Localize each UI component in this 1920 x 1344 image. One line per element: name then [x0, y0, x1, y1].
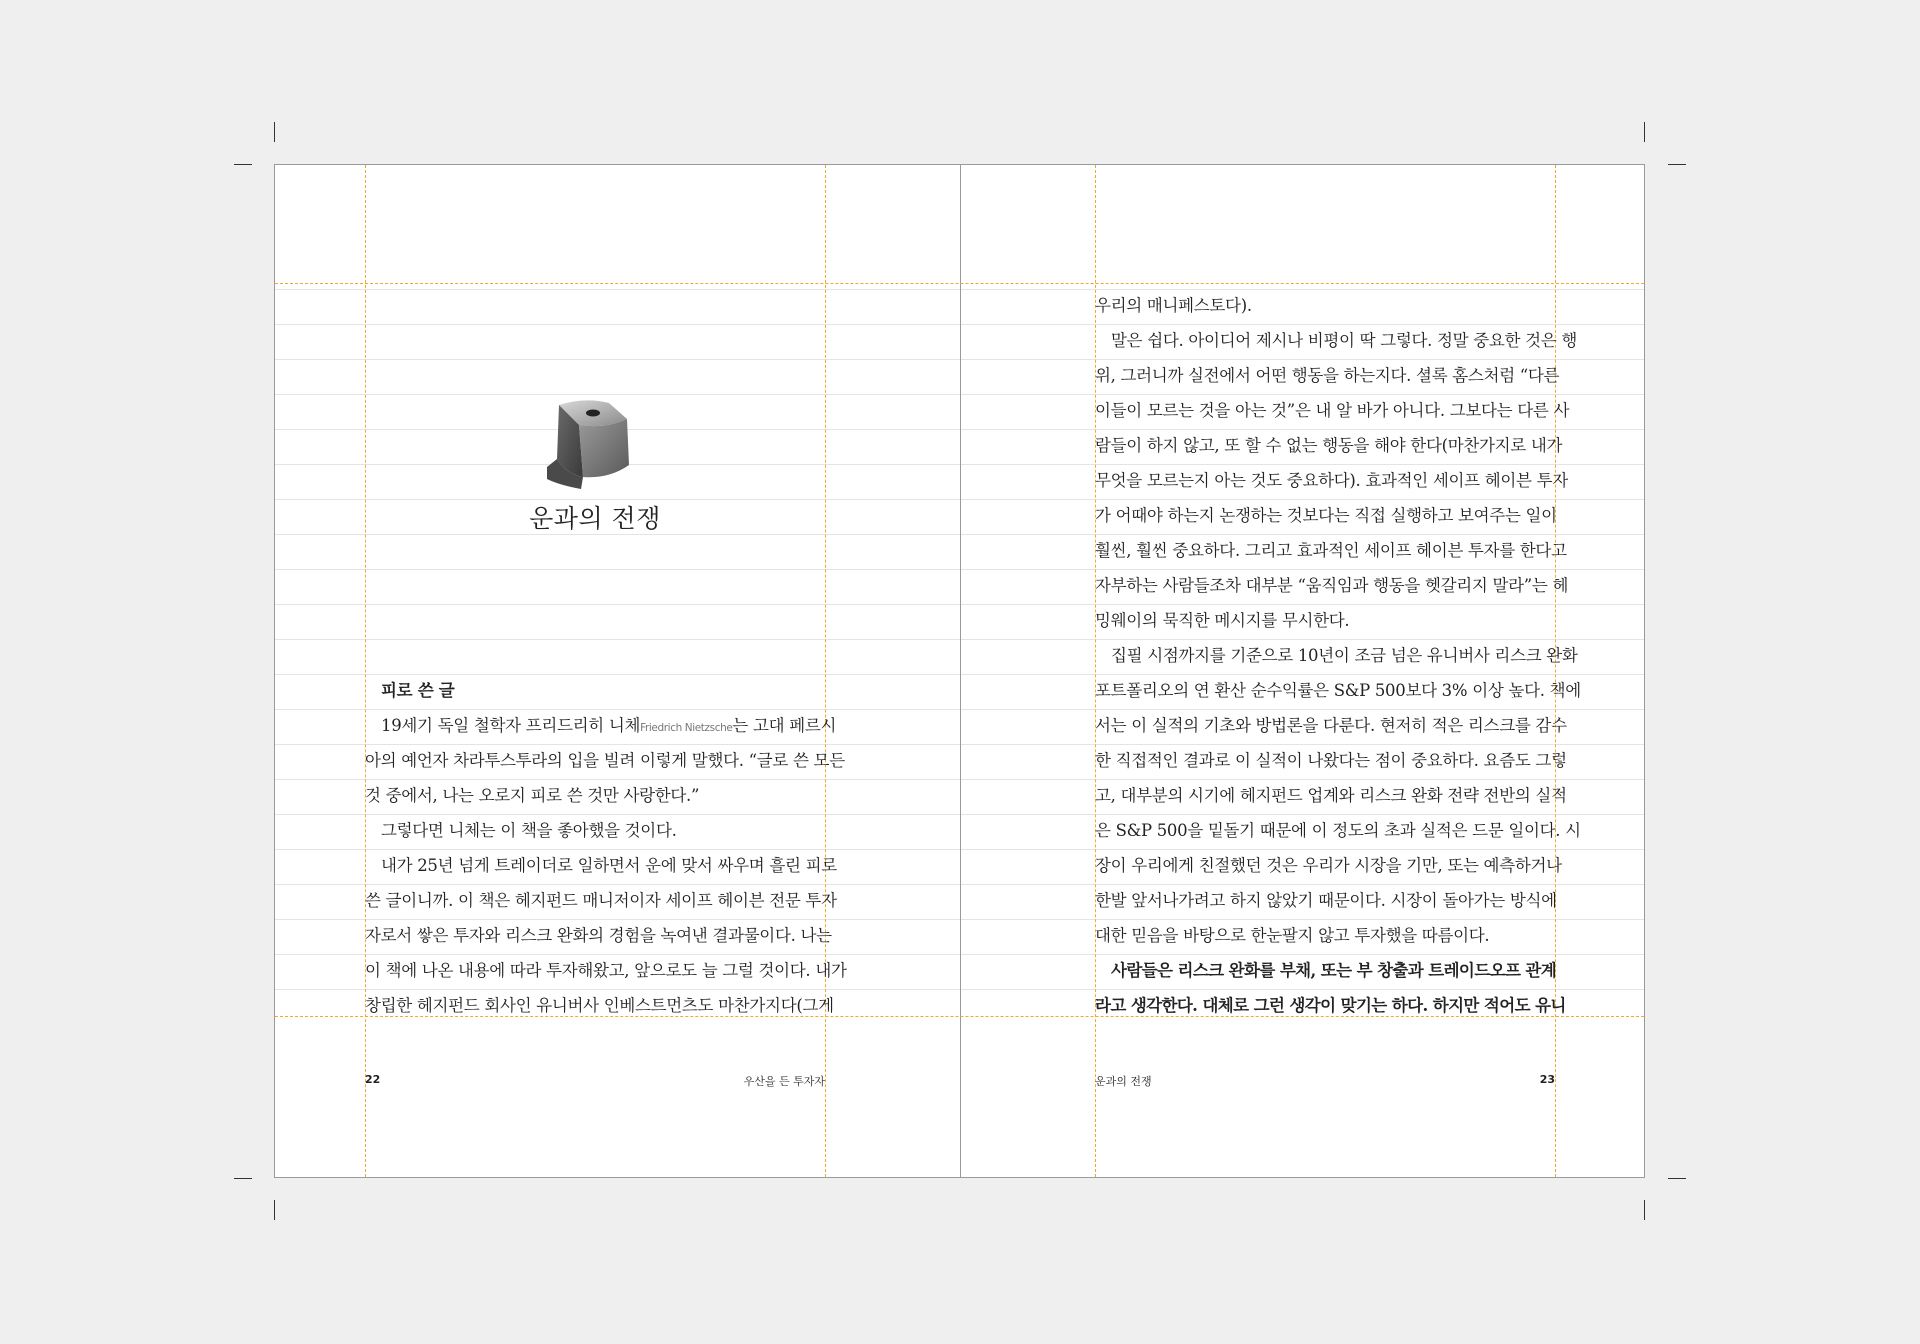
text-line: 우리의 매니페스토다).	[1095, 296, 1252, 315]
text-line: 라고 생각한다. 대체로 그런 생각이 맞기는 하다. 하지만 적어도 유니	[1095, 996, 1566, 1015]
text-line: 자부하는 사람들조차 대부분 “움직임과 행동을 헷갈리지 말라”는 헤	[1095, 576, 1569, 595]
crop-mark	[274, 1200, 275, 1220]
right-page-outer-guide	[1555, 165, 1556, 1177]
left-page-outer-guide	[825, 165, 826, 1177]
text-line: 한발 앞서나가려고 하지 않았기 때문이다. 시장이 돌아가는 방식에	[1095, 891, 1557, 910]
crop-mark	[1668, 1178, 1686, 1179]
text-line: 집필 시점까지를 기준으로 10년이 조금 넘은 유니버사 리스크 완화	[1111, 646, 1578, 665]
text-line: 고, 대부분의 시기에 헤지펀드 업계와 리스크 완화 전략 전반의 실적	[1095, 786, 1567, 805]
running-head: 우산을 든 투자자	[743, 1075, 825, 1088]
text-line: 사람들은 리스크 완화를 부채, 또는 부 창출과 트레이드오프 관계	[1111, 961, 1557, 980]
text-line: 람들이 하지 않고, 또 할 수 없는 행동을 해야 한다(마찬가지로 내가	[1095, 436, 1563, 455]
crop-mark	[1668, 164, 1686, 165]
text-line: 서는 이 실적의 기초와 방법론을 다룬다. 현저히 적은 리스크를 감수	[1095, 716, 1567, 735]
nietzsche-latin-name: Friedrich Nietzsche	[640, 722, 733, 734]
text-line: 밍웨이의 묵직한 메시지를 무시한다.	[1095, 611, 1350, 630]
text-line: 이들이 모르는 것을 아는 것”은 내 알 바가 아니다. 그보다는 다른 사	[1095, 401, 1570, 420]
text-fragment: 19세기 독일 철학자 프리드리히 니체	[381, 716, 641, 735]
crop-mark	[274, 122, 275, 142]
page-number: 23	[1539, 1073, 1555, 1086]
book-spread	[274, 164, 1645, 1178]
crop-mark	[1644, 1200, 1645, 1220]
right-page	[1095, 165, 1581, 1177]
text-line: 포트폴리오의 연 환산 순수익률은 S&P 500보다 3% 이상 높다. 책에	[1095, 681, 1581, 700]
page-number: 22	[365, 1073, 381, 1086]
text-line	[381, 716, 837, 738]
text-line: 쓴 글이니까. 이 책은 헤지펀드 매니저이자 세이프 헤이븐 전문 투자	[365, 891, 837, 910]
spine-gutter	[960, 165, 961, 1177]
text-line: 가 어때야 하는지 논쟁하는 것보다는 직접 실행하고 보여주는 일이	[1095, 506, 1557, 525]
left-page	[365, 165, 847, 1177]
text-line: 대한 믿음을 바탕으로 한눈팔지 않고 투자했을 따름이다.	[1095, 926, 1490, 945]
text-line: 자로서 쌓은 투자와 리스크 완화의 경험을 녹여낸 결과물이다. 나는	[365, 926, 832, 945]
text-line: 창립한 헤지펀드 회사인 유니버사 인베스트먼츠도 마찬가지다(그게	[365, 996, 834, 1015]
dice-icon	[545, 395, 645, 491]
chapter-title: 운과의 전쟁	[529, 504, 661, 533]
running-head: 운과의 전쟁	[1095, 1075, 1152, 1088]
text-line: 무엇을 모르는지 아는 것도 중요하다). 효과적인 세이프 헤이븐 투자	[1095, 471, 1568, 490]
text-line: 한 직접적인 결과로 이 실적이 나왔다는 점이 중요하다. 요즘도 그렇	[1095, 751, 1567, 770]
text-line: 훨씬, 훨씬 중요하다. 그리고 효과적인 세이프 헤이븐 투자를 한다고	[1095, 541, 1567, 560]
text-line: 장이 우리에게 친절했던 것은 우리가 시장을 기만, 또는 예측하거나	[1095, 856, 1562, 875]
text-line: 내가 25년 넘게 트레이더로 일하면서 운에 맞서 싸우며 흘린 피로	[381, 856, 837, 875]
text-line: 위, 그러니까 실전에서 어떤 행동을 하는지다. 셜록 홈스처럼 “다른	[1095, 366, 1560, 385]
text-line: 아의 예언자 차라투스투라의 입을 빌려 이렇게 말했다. “글로 쓴 모든	[365, 751, 845, 770]
crop-mark	[234, 164, 252, 165]
text-line: 은 S&P 500을 밑돌기 때문에 이 정도의 초과 실적은 드문 일이다. 시	[1095, 821, 1581, 840]
text-line: 이 책에 나온 내용에 따라 투자해왔고, 앞으로도 늘 그럴 것이다. 내가	[365, 961, 847, 980]
text-line: 그렇다면 니체는 이 책을 좋아했을 것이다.	[381, 821, 677, 840]
crop-mark	[1644, 122, 1645, 142]
text-line: 것 중에서, 나는 오로지 피로 쓴 것만 사랑한다.”	[365, 786, 700, 805]
crop-mark	[234, 1178, 252, 1179]
text-fragment: 는 고대 페르시	[732, 716, 837, 735]
section-heading: 피로 쓴 글	[381, 681, 455, 700]
text-line: 말은 쉽다. 아이디어 제시나 비평이 딱 그렇다. 정말 중요한 것은 행	[1111, 331, 1577, 350]
